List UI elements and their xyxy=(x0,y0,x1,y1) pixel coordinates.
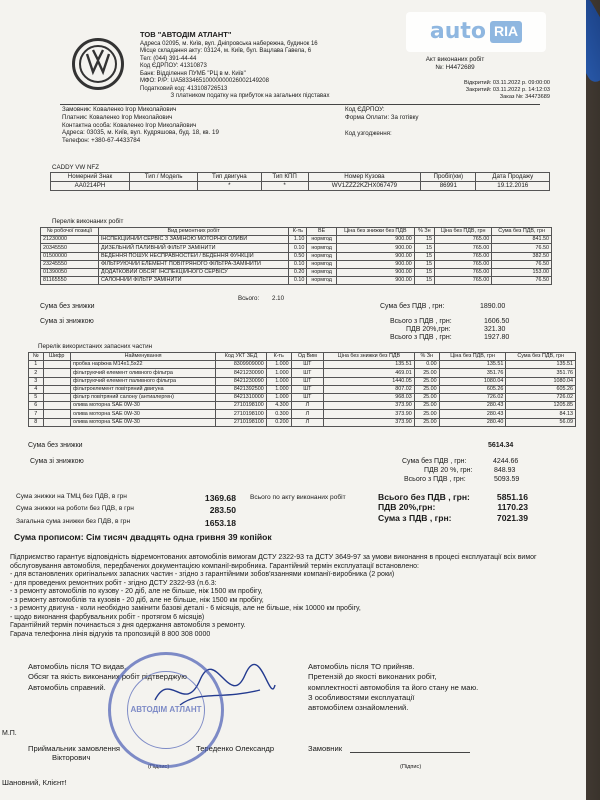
table-cell: фільтруючий елемент оливного фільтра xyxy=(70,369,215,377)
sign-right-1: Автомобіль після ТО прийняв. xyxy=(308,662,415,671)
table-cell: 841.50 xyxy=(492,236,552,244)
table-cell: 25.00 xyxy=(414,393,439,401)
table-cell: 20345550 xyxy=(41,244,99,252)
table-cell: нормгод xyxy=(307,268,337,276)
works-header-cell: Ціна без знижки без ПДВ xyxy=(336,228,414,236)
table-cell: 76.50 xyxy=(492,260,552,268)
client-sign-line xyxy=(350,752,470,753)
table-cell: ШТ xyxy=(291,361,323,369)
table-cell: 280.43 xyxy=(439,402,506,410)
table-cell: 900.00 xyxy=(336,252,414,260)
table-cell: ШТ xyxy=(291,369,323,377)
table-cell: 382.50 xyxy=(492,252,552,260)
warranty-l2: - для проведених ремонтних робіт - згідно ДСТУ 2322-93 (п.6.3: xyxy=(10,579,217,587)
parts-table xyxy=(28,352,576,427)
discount-value: 1653.18 xyxy=(204,517,236,528)
warranty-l8: Гарача телефонна лінія відгуків та пропозицій 8 800 308 0000 xyxy=(10,630,211,638)
warranty-l1: - для встановлених оригінальних запасних частин - згідно з гарантійними зобов'язаннями компанії-виробника (2 роки) xyxy=(10,571,395,579)
table-cell: ШТ xyxy=(291,385,323,393)
sign-left-3: Автомобіль справний. xyxy=(28,682,106,692)
sign-right xyxy=(308,662,478,713)
table-cell: 8421392500 xyxy=(216,385,267,393)
works-table xyxy=(40,227,552,285)
table-cell: 23245550 xyxy=(41,260,99,268)
table-row xyxy=(29,361,576,369)
table-cell: 726.02 xyxy=(506,393,576,401)
act-opened: Відкритий: 03.11.2022 р. 09:00:00 xyxy=(464,79,550,86)
vehicle-header-cell: Тип КПП xyxy=(261,173,308,182)
accepted-by-label: Приймальник замовлення xyxy=(28,744,121,753)
parts-header-cell: % Зн xyxy=(414,353,439,361)
table-cell: нормгод xyxy=(307,277,337,285)
company-stamp xyxy=(108,652,224,768)
table-cell: фільтроелемент повітряний двигуна xyxy=(70,385,215,393)
table-cell: ШТ xyxy=(291,393,323,401)
table-cell: 3 xyxy=(29,377,44,385)
table-cell: 1080.04 xyxy=(439,377,506,385)
table-cell: 1.000 xyxy=(266,377,291,385)
discount-totals xyxy=(16,492,236,529)
table-cell: 900.00 xyxy=(336,244,414,252)
table-cell: 1 xyxy=(29,361,44,369)
table-cell: 0.00 xyxy=(414,361,439,369)
works-header-row xyxy=(41,228,552,236)
table-cell xyxy=(43,393,70,401)
discount-label: Сума знижки на ТМЦ без ПДВ, в грн xyxy=(16,493,127,500)
vehicle-value-cell xyxy=(129,181,197,190)
table-cell: 25.00 xyxy=(414,377,439,385)
table-cell: 765.00 xyxy=(435,268,492,276)
table-cell xyxy=(43,418,70,426)
table-row xyxy=(29,369,576,377)
act-total-label-cell: Всього без ПДВ , грн: xyxy=(378,492,470,502)
table-cell: 15 xyxy=(414,252,434,260)
table-row xyxy=(29,402,576,410)
vw-logo-icon xyxy=(78,44,118,84)
table-cell: 807.02 xyxy=(324,385,415,393)
table-cell: 2 xyxy=(29,369,44,377)
parts-header-row xyxy=(29,353,576,361)
table-cell: САЛОННИЙ ФІЛЬТР ЗАМІНИТИ xyxy=(98,277,289,285)
parts-header-cell: К-ть xyxy=(266,353,291,361)
table-cell: 605.26 xyxy=(506,385,576,393)
table-cell: 6 xyxy=(29,402,44,410)
table-cell xyxy=(43,377,70,385)
works-r2-value: 1606.50 xyxy=(484,318,510,325)
company-vat-note: З платником податку на прибуток на загальних підставах xyxy=(170,93,330,99)
vw-logo xyxy=(62,34,134,94)
table-cell: 469.01 xyxy=(324,369,415,377)
act-total-label-cell: Сума з ПДВ , грн: xyxy=(378,512,452,523)
works-r4-value: 1927.80 xyxy=(484,334,510,341)
act-total-value-cell: 1170.23 xyxy=(497,502,528,513)
act-order: Заказ №: 34473689 xyxy=(499,93,550,100)
table-row xyxy=(29,410,576,418)
vehicle-value-cell: 19.12.2016 xyxy=(476,181,550,190)
table-cell: 25.00 xyxy=(414,410,439,418)
table-cell: 0.10 xyxy=(289,244,307,252)
discount-row xyxy=(16,504,236,516)
table-cell: 765.00 xyxy=(435,260,492,268)
table-cell: нормгод xyxy=(307,236,337,244)
table-row xyxy=(41,244,552,252)
discount-row xyxy=(16,517,236,529)
table-cell: 8 xyxy=(29,418,44,426)
act-total-row xyxy=(378,513,528,523)
customer-info xyxy=(62,106,332,145)
act-total-label: Всього по акту виконаних робіт xyxy=(250,494,346,501)
table-cell: 900.00 xyxy=(336,260,414,268)
customer-extra xyxy=(345,106,545,137)
works-header-cell: ВЕ xyxy=(307,228,337,236)
vehicle-table xyxy=(50,172,550,191)
customer-contact: Контактна особа: Коваленко Ігор Миколайович xyxy=(62,121,197,129)
table-cell: 4 xyxy=(29,385,44,393)
parts-header-cell: Ціна без ПДВ, грн xyxy=(439,353,506,361)
table-cell: 01390050 xyxy=(41,268,99,276)
customer-agreement: Код узгодження: xyxy=(345,129,392,137)
table-cell: 726.02 xyxy=(439,393,506,401)
table-cell: 135.51 xyxy=(324,361,415,369)
table-cell: 351.76 xyxy=(506,369,576,377)
table-cell: 0.20 xyxy=(289,268,307,276)
sign-right-5: автомобілем ознайомлений. xyxy=(308,703,409,712)
customer-payer: Платник: Коваленко Ігор Миколайович xyxy=(62,113,173,121)
table-cell: 765.00 xyxy=(435,236,492,244)
table-cell: 1080.04 xyxy=(506,377,576,385)
parts-title: Перелік використаних запасних частин xyxy=(38,343,153,350)
parts-sum-disc-label: Сума зі знижкою xyxy=(30,458,84,465)
vehicle-header-cell: Тип двигуна xyxy=(198,173,261,182)
works-r1-label: Сума без ПДВ , грн: xyxy=(380,303,445,310)
vehicle-header-cell: Тип / Модель xyxy=(129,173,197,182)
parts-r2-value: 848.93 xyxy=(494,467,516,474)
warranty-block xyxy=(10,554,570,639)
parts-r3-label: Всього з ПДВ , грн: xyxy=(404,476,466,483)
table-cell: 373.90 xyxy=(324,418,415,426)
parts-header-cell: Шифр xyxy=(43,353,70,361)
company-address: Адреса 02095, м. Київ, вул. Дніпровська набережна, будинок 16 xyxy=(140,40,318,47)
works-total-label: Всього: xyxy=(238,295,260,302)
table-cell: 135.51 xyxy=(506,361,576,369)
table-cell: 01500000 xyxy=(41,252,99,260)
table-cell: 81165550 xyxy=(41,277,99,285)
watermark-auto: auto xyxy=(429,19,486,45)
sum-in-words: Сума прописом: Сім тисяч двадцять одна гривня 39 копійок xyxy=(14,532,272,542)
parts-sum-no-disc-label: Сума без знижки xyxy=(28,442,83,449)
parts-header-cell: № xyxy=(29,353,44,361)
table-cell xyxy=(43,402,70,410)
table-cell: 25.00 xyxy=(414,369,439,377)
table-cell: 1205.85 xyxy=(506,402,576,410)
table-cell: фільтруючий елемент паливного фільтра xyxy=(70,377,215,385)
customer-client: Замовник: Коваленко Ігор Миколайович xyxy=(62,106,177,113)
act-total-row xyxy=(378,502,528,512)
table-cell: 8421310000 xyxy=(216,393,267,401)
table-cell: Л xyxy=(291,418,323,426)
table-cell: ДИЗЕЛЬНИЙ ПАЛИВНИЙ ФІЛЬТР ЗАМІНИТИ xyxy=(98,244,289,252)
company-place: Місце складання акту: 03124, м. Київ, бул. Вацлава Гавела, 6 xyxy=(140,48,312,54)
sign-right-3: комплектності автомобіля та його стану не маю. xyxy=(308,682,479,692)
table-cell: 373.90 xyxy=(324,410,415,418)
table-cell: 8421230090 xyxy=(216,369,267,377)
sign-left-hint: (Підпис) xyxy=(148,764,170,770)
company-tax: Податковий код: 413108726513 xyxy=(140,85,228,92)
table-cell: 1.10 xyxy=(289,236,307,244)
vehicle-header-cell: Дата Продажу xyxy=(476,173,550,182)
works-r3-value: 321.30 xyxy=(484,326,506,333)
works-sum-disc-label: Сума зі знижкою xyxy=(40,318,94,325)
company-edrpou: Код ЄДРПОУ: 41310873 xyxy=(140,63,207,69)
discount-value: 1369.68 xyxy=(204,493,236,503)
works-title: Перелік виконаних робіт xyxy=(52,218,124,225)
table-cell: 4.300 xyxy=(266,402,291,410)
table-cell: 373.90 xyxy=(324,402,415,410)
table-cell: пробка наріжна М14х1,5х22 xyxy=(70,361,215,369)
sign-right-2: Претензій до якості виконаних робіт, xyxy=(308,672,437,682)
table-cell: 15 xyxy=(414,244,434,252)
works-header-cell: Ціна без ПДВ, грн xyxy=(435,228,492,236)
vehicle-value-cell: 86991 xyxy=(421,181,476,190)
table-cell: 15 xyxy=(414,260,434,268)
table-cell xyxy=(43,410,70,418)
customer-phone: Телефон: +380-67-4433784 xyxy=(62,137,141,144)
works-total-qty: 2.10 xyxy=(272,295,285,302)
customer-payment: Форма Оплати: За готівку xyxy=(345,113,419,121)
table-cell: 900.00 xyxy=(336,268,414,276)
divider xyxy=(60,104,540,105)
table-cell: 0.300 xyxy=(266,410,291,418)
parts-header-cell: Од Вим xyxy=(291,353,323,361)
parts-sum-no-disc-value: 5614.34 xyxy=(488,442,514,449)
warranty-l6: - щодо виконання фарбувальних робіт - протягом 6 місяців) xyxy=(10,613,205,621)
discount-row xyxy=(16,492,236,504)
customer-edrpou-label: Код ЄДРПОУ: xyxy=(345,106,385,113)
warranty-l5: - з ремонту двигуна - коли необхідно замінити базові деталі - 6 місяців, але не більше, ніж 10000 км пробігу, xyxy=(10,605,361,613)
table-cell: 8421230090 xyxy=(216,377,267,385)
table-cell: ФІЛЬТРУЮЧИЙ ЕЛЕМЕНТ ПОВІТРЯНОГО ФІЛЬТРА-ЗАМІНИТИ xyxy=(98,260,289,268)
works-r2-label: Всього з ПДВ , грн: xyxy=(390,318,452,325)
warranty-l4: - з ремонту автомобілів та кузовів - 20 діб, але не більше, ніж 1500 км пробігу, xyxy=(10,596,264,604)
table-row xyxy=(41,236,552,244)
table-cell: 1.000 xyxy=(266,361,291,369)
table-cell: 2710198100 xyxy=(216,402,267,410)
table-cell: 1.000 xyxy=(266,393,291,401)
table-cell: 351.76 xyxy=(439,369,506,377)
vehicle-value-cell: * xyxy=(261,181,308,190)
table-cell: 56.09 xyxy=(506,418,576,426)
parts-header-cell: Ціна без знижки без ПДВ xyxy=(324,353,415,361)
table-cell: 280.40 xyxy=(439,418,506,426)
table-cell: 76.50 xyxy=(492,277,552,285)
table-cell: нормгод xyxy=(307,260,337,268)
accepted-by-name2: Вікторович xyxy=(52,753,91,762)
act-title: Акт виконаних робіт xyxy=(425,56,485,63)
table-cell: фільтр повітряний салону (антиалерген) xyxy=(70,393,215,401)
table-cell: 25.00 xyxy=(414,402,439,410)
table-cell: 968.03 xyxy=(324,393,415,401)
table-cell: 2710198100 xyxy=(216,418,267,426)
works-r4-label: Всього з ПДВ , грн: xyxy=(390,334,452,341)
warranty-p1: Підприємство гарантує відповідність відремонтованих автомобілів вимогам ДСТУ 2322-93 та ДСТУ 3649-97 за умови виконання в процесі експлуатації всіх вимог обслуговування автомобіля, передбачених документацією компанії-виробника. Гарантійний термін експлуатації встановлено: xyxy=(10,554,537,570)
works-r3-label: ПДВ 20%,грн: xyxy=(406,326,451,333)
works-header-cell: № робочої позиції xyxy=(41,228,99,236)
table-cell: 5 xyxy=(29,393,44,401)
parts-r3-value: 5093.59 xyxy=(494,476,520,483)
sign-right-4: З особливостями експлуатації xyxy=(308,692,415,702)
warranty-l7: Гарантійний термін починається з дня одержання автомобіля з ремонту. xyxy=(10,622,246,630)
vehicle-value-cell: AA0214PH xyxy=(51,181,130,190)
parts-header-cell: Сума без ПДВ, грн xyxy=(506,353,576,361)
act-total-value-cell: 7021.39 xyxy=(496,512,528,523)
vehicle-header-cell: Пробіг(км) xyxy=(421,173,476,182)
table-cell: 15 xyxy=(414,268,434,276)
table-cell: 76.50 xyxy=(492,244,552,252)
vehicle-model: CADDY VW NFZ xyxy=(52,164,99,171)
table-cell: 25.00 xyxy=(414,418,439,426)
works-body xyxy=(41,236,552,285)
table-cell: олива моторна SAE 0W-30 xyxy=(70,410,215,418)
table-cell: ВЕДЕННЯ ПОШУК НЕСПРАВНОСТЕЙ / ВЕДЕННЯ ФУНКЦІЙ xyxy=(98,252,289,260)
vehicle-header-row xyxy=(51,173,550,182)
table-row xyxy=(29,377,576,385)
accepted-by-name1: Тереденко Олександр xyxy=(196,744,275,753)
table-cell: 84.13 xyxy=(506,410,576,418)
table-cell: 605.26 xyxy=(439,385,506,393)
works-header-cell: % Зн xyxy=(414,228,434,236)
sign-left-2: Обсяг та якість виконаних робіт підтверджую xyxy=(28,672,187,682)
table-cell: олива моторна SAE 0W-30 xyxy=(70,402,215,410)
vehicle-value-cell: * xyxy=(198,181,261,190)
table-row xyxy=(29,393,576,401)
table-cell: 2710198100 xyxy=(216,410,267,418)
act-total-label-cell: ПДВ 20%,грн: xyxy=(378,502,436,513)
table-cell: 21230000 xyxy=(41,236,99,244)
table-cell: 0.10 xyxy=(289,277,307,285)
table-cell: 1.000 xyxy=(266,385,291,393)
table-cell: нормгод xyxy=(307,244,337,252)
act-closed: Закритий: 03.11.2022 р. 14:12:03 xyxy=(465,86,550,93)
customer-address: Адреса: 03035, м. Київ, вул. Кудряшова, буд. 18, кв. 19 xyxy=(62,129,219,137)
table-cell xyxy=(43,385,70,393)
table-cell: ІНСПЕКЦІЙНИЙ СЕРВІС З ЗАМІНОЮ МОТОРНОЇ ОЛИВИ xyxy=(98,236,289,244)
act-total-row xyxy=(378,492,528,502)
table-cell: олива моторна SAE 0W-30 xyxy=(70,418,215,426)
vehicle-values-row xyxy=(51,181,550,190)
company-name: ТОВ "АВТОДІМ АТЛАНТ" xyxy=(140,30,232,39)
mp-label: М.П. xyxy=(2,730,17,737)
parts-r2-label: ПДВ 20 %, грн: xyxy=(424,467,473,474)
parts-body xyxy=(29,361,576,427)
table-cell: 15 xyxy=(414,277,434,285)
client-label: Замовник xyxy=(308,744,343,753)
vehicle-header-cell: Номер Кузова xyxy=(308,173,420,182)
table-cell: 135.51 xyxy=(439,361,506,369)
warranty-l3: - з ремонту автомобілів по кузову - 20 діб, але не більше, ніж 1500 км пробігу, xyxy=(10,588,263,596)
sign-left-1: Автомобіль після ТО видав, xyxy=(28,662,127,671)
works-r1-value: 1890.00 xyxy=(480,303,506,310)
company-info xyxy=(140,30,360,101)
table-cell: Л xyxy=(291,410,323,418)
table-cell: нормгод xyxy=(307,252,337,260)
works-header-cell: Вид ремонтних робіт xyxy=(98,228,289,236)
table-cell: 0.50 xyxy=(289,252,307,260)
vehicle-value-cell: WV1ZZZ2KZHX067479 xyxy=(308,181,420,190)
works-sum-no-disc-label: Сума без знижки xyxy=(40,303,95,310)
table-cell: 7 xyxy=(29,410,44,418)
client-sign-hint: (Підпис) xyxy=(400,764,422,770)
table-cell: 900.00 xyxy=(336,277,414,285)
table-cell: 1440.05 xyxy=(324,377,415,385)
act-info xyxy=(360,42,550,101)
works-header-cell: Сума без ПДВ, грн xyxy=(492,228,552,236)
table-row xyxy=(29,385,576,393)
company-bank: Банк: Відділення ПУМБ "РЦ в м. Київ" xyxy=(140,70,246,77)
table-cell: ДОДАТКОВИЙ ОБСЯГ ІНСПЕКЦІЙНОГО СЕРВІСУ xyxy=(98,268,289,276)
table-cell: 900.00 xyxy=(336,236,414,244)
table-cell: 153.00 xyxy=(492,268,552,276)
act-totals xyxy=(378,492,528,523)
parts-header-cell: Найменування xyxy=(70,353,215,361)
table-row xyxy=(41,268,552,276)
discount-label: Сума знижки на роботи без ПДВ, в грн xyxy=(16,505,134,513)
watermark-ria: RIA xyxy=(490,21,522,43)
table-cell: ШТ xyxy=(291,377,323,385)
discount-label: Загальна сума знижки без ПДВ, в грн xyxy=(16,517,131,525)
table-cell: 0.200 xyxy=(266,418,291,426)
parts-r1-value: 4244.66 xyxy=(493,458,519,465)
act-total-value-cell: 5851.16 xyxy=(496,492,528,502)
parts-r1-label: Сума без ПДВ , грн: xyxy=(402,458,467,465)
table-cell: 15 xyxy=(414,236,434,244)
table-row xyxy=(41,252,552,260)
table-cell: 280.43 xyxy=(439,410,506,418)
parts-header-cell: Код УКТ ЗЕД xyxy=(216,353,267,361)
table-cell xyxy=(43,361,70,369)
works-header-cell: К-ть xyxy=(289,228,307,236)
greeting: Шановний, Клієнт! xyxy=(2,778,67,787)
stamp-text: АВТОДІМ АТЛАНТ xyxy=(127,671,205,749)
discount-value: 283.50 xyxy=(209,505,236,516)
table-row xyxy=(29,418,576,426)
table-cell: 1.000 xyxy=(266,369,291,377)
table-cell: 8309909000 xyxy=(216,361,267,369)
table-row xyxy=(41,260,552,268)
table-cell: 25.00 xyxy=(414,385,439,393)
table-cell xyxy=(43,369,70,377)
table-cell: Л xyxy=(291,402,323,410)
table-row xyxy=(41,277,552,285)
vehicle-header-cell: Номерний Знак xyxy=(51,173,130,182)
table-cell: 0.10 xyxy=(289,260,307,268)
table-cell: 765.00 xyxy=(435,244,492,252)
table-cell: 765.00 xyxy=(435,252,492,260)
company-phone: Тел: (044) 391-44-44 xyxy=(140,55,197,62)
act-number: №: Н4472689 xyxy=(435,63,475,71)
table-cell: 765.00 xyxy=(435,277,492,285)
company-iban: МФО: P/P: UA583346510000000026002149208 xyxy=(140,78,269,84)
